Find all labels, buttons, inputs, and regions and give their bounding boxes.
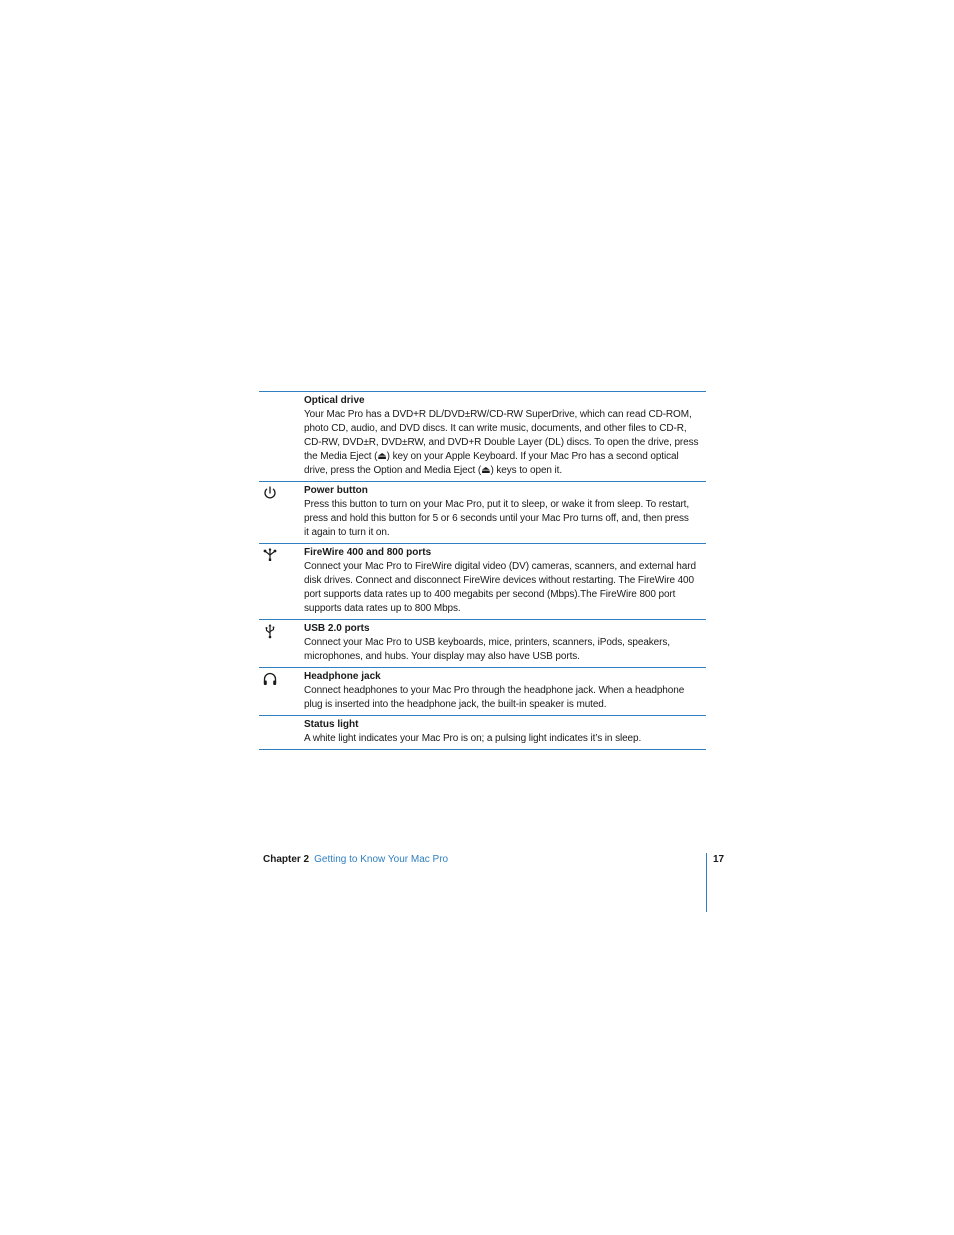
row-description [304, 636, 706, 664]
desc-line: Connect headphones to your Mac Pro through the headphone jack. When a headphone [304, 685, 685, 696]
page-number: 17 [713, 854, 725, 865]
table-row-optical-drive [259, 392, 706, 482]
row-description [304, 498, 706, 540]
desc-line: A white light indicates your Mac Pro is on; a pulsing light indicates it’s in sleep. [304, 733, 642, 744]
port-description-table [259, 391, 706, 750]
table-row-firewire-ports [259, 544, 706, 620]
power-icon [262, 485, 278, 501]
desc-line: Connect your Mac Pro to USB keyboards, mice, printers, scanners, iPods, speakers, [304, 637, 670, 648]
table-row-usb-ports [259, 620, 706, 668]
row-title: Power button [304, 485, 368, 496]
desc-line: microphones, and hubs. Your display may also have USB ports. [304, 651, 580, 662]
desc-line: CD-RW, DVD±R, DVD±RW, and DVD+R Double Layer (DL) discs. To open the drive, press [304, 437, 699, 448]
table-row-power-button [259, 482, 706, 544]
row-description [304, 560, 706, 616]
desc-line: supports data rates up to 800 Mbps. [304, 603, 461, 614]
row-title: USB 2.0 ports [304, 623, 370, 634]
table-row-status-light [259, 716, 706, 750]
table-row-headphone-jack [259, 668, 706, 716]
desc-line: drive, press the Option and Media Eject (⏏) keys to open it. [304, 465, 563, 476]
row-title: Optical drive [304, 395, 365, 406]
desc-line: Press this button to turn on your Mac Pro, put it to sleep, or wake it from sleep. To restart, [304, 499, 690, 510]
row-description [304, 732, 706, 746]
desc-line: plug is inserted into the headphone jack, the built-in speaker is muted. [304, 699, 607, 710]
row-title: FireWire 400 and 800 ports [304, 547, 432, 558]
page-footer [263, 853, 448, 867]
desc-line: port supports data rates up to 400 megabits per second (Mbps).The FireWire 800 port [304, 589, 676, 600]
chapter-label: Chapter 2 [263, 854, 310, 865]
usb-icon [262, 623, 278, 639]
desc-line: photo CD, audio, and DVD discs. It can write music, documents, and other files to CD-R, [304, 423, 687, 434]
desc-line: Connect your Mac Pro to FireWire digital video (DV) cameras, scanners, and external hard [304, 561, 696, 572]
chapter-title-link[interactable]: Getting to Know Your Mac Pro [314, 854, 449, 865]
row-description [304, 684, 706, 712]
desc-line: press and hold this button for 5 or 6 seconds until your Mac Pro turns off, and, then press [304, 513, 689, 524]
row-title: Status light [304, 719, 359, 730]
desc-line: disk drives. Connect and disconnect FireWire devices without restarting. The FireWire 400 [304, 575, 694, 586]
row-title: Headphone jack [304, 671, 381, 682]
desc-line: it again to turn it on. [304, 527, 390, 538]
firewire-icon [262, 547, 278, 563]
headphone-icon [262, 671, 278, 687]
desc-line: Your Mac Pro has a DVD+R DL/DVD±RW/CD-RW SuperDrive, which can read CD-ROM, [304, 409, 692, 420]
footer-divider [706, 853, 707, 912]
row-description [304, 408, 706, 478]
desc-line: the Media Eject (⏏) key on your Apple Keyboard. If your Mac Pro has a second optical [304, 451, 679, 462]
